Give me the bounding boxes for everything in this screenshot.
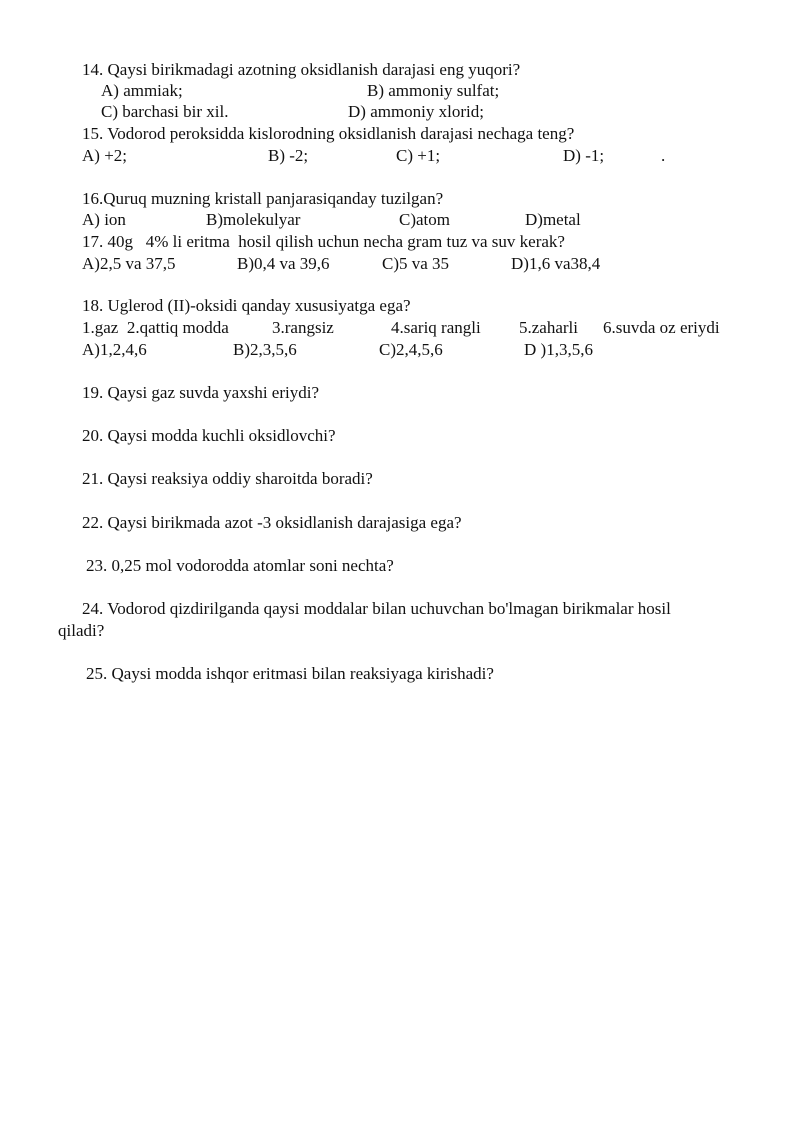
question-18-property-5: 5.zaharli [519,318,578,337]
question-17-option-c: C)5 va 35 [382,254,450,273]
question-14-option-b: B) ammoniy sulfat; [367,81,500,100]
question-23: 23. 0,25 mol vodorodda atomlar soni nechta? [86,556,394,575]
question-16-option-d: D)metal [525,210,581,229]
question-16-option-c: C)atom [399,210,450,229]
question-18-option-a: A)1,2,4,6 [82,340,147,359]
question-16: 16.Quruq muzning kristall panjarasiqanday tuzilgan? [82,189,444,208]
question-17-option-d: D)1,6 va38,4 [511,254,601,273]
question-17-option-a: A)2,5 va 37,5 [82,254,176,273]
question-24-line-2: qiladi? [58,621,105,640]
question-18-property-4: 4.sariq rangli [391,318,481,337]
stray-period-mark: . [661,146,666,165]
question-14-option-d: D) ammoniy xlorid; [348,102,484,121]
question-20: 20. Qaysi modda kuchli oksidlovchi? [82,426,336,445]
question-18-option-d: D )1,3,5,6 [524,340,593,359]
question-21: 21. Qaysi reaksiya oddiy sharoitda boradi? [82,469,373,488]
question-18-option-b: B)2,3,5,6 [233,340,297,359]
question-15-option-c: C) +1; [396,146,441,165]
question-18-property-6: 6.suvda oz eriydi [603,318,720,337]
question-16-option-a: A) ion [82,210,126,229]
question-15-option-a: A) +2; [82,146,127,165]
question-25: 25. Qaysi modda ishqor eritmasi bilan reaksiyaga kirishadi? [86,664,494,683]
question-14-option-a: A) ammiak; [101,81,183,100]
question-15: 15. Vodorod peroksidda kislorodning oksidlanish darajasi nechaga teng? [82,124,575,143]
question-19: 19. Qaysi gaz suvda yaxshi eriydi? [82,383,319,402]
question-18-property-3: 3.rangsiz [272,318,334,337]
question-22: 22. Qaysi birikmada azot -3 oksidlanish darajasiga ega? [82,513,462,532]
question-18: 18. Uglerod (II)-oksidi qanday xususiyatga ega? [82,296,411,315]
question-18-option-c: C)2,4,5,6 [379,340,443,359]
question-18-property-1-2: 1.gaz 2.qattiq modda [82,318,229,337]
question-17: 17. 40g 4% li eritma hosil qilish uchun necha gram tuz va suv kerak? [82,232,565,251]
question-15-option-d: D) -1; [563,146,605,165]
question-17-option-b: B)0,4 va 39,6 [237,254,330,273]
question-14-option-c: C) barchasi bir xil. [101,102,229,121]
question-15-option-b: B) -2; [268,146,309,165]
question-24-line-1: 24. Vodorod qizdirilganda qaysi moddalar bilan uchuvchan bo'lmagan birikmalar hosil [82,599,671,618]
question-14: 14. Qaysi birikmadagi azotning oksidlanish darajasi eng yuqori? [82,60,521,79]
question-16-option-b: B)molekulyar [206,210,301,229]
